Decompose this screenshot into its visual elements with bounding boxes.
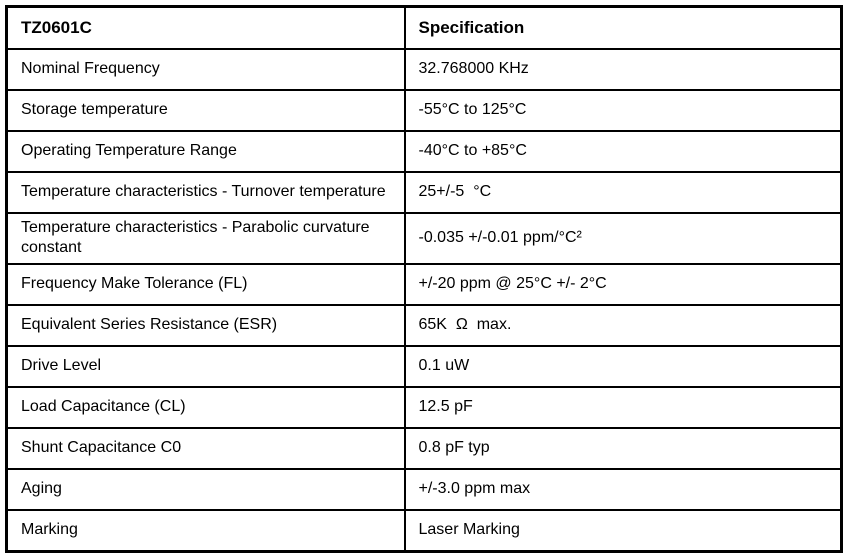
specification-cell: 65K Ω max. xyxy=(405,305,842,346)
table-row xyxy=(7,428,842,469)
parameter-cell: Equivalent Series Resistance (ESR) xyxy=(7,305,405,346)
parameter-cell: Frequency Make Tolerance (FL) xyxy=(7,264,405,305)
specification-cell: 25+/-5 °C xyxy=(405,172,842,213)
parameter-cell: Drive Level xyxy=(7,346,405,387)
table-body xyxy=(7,49,842,552)
specification-cell: 12.5 pF xyxy=(405,387,842,428)
table-row xyxy=(7,469,842,510)
specification-cell: -55°C to 125°C xyxy=(405,90,842,131)
parameter-cell: Operating Temperature Range xyxy=(7,131,405,172)
parameter-cell: Aging xyxy=(7,469,405,510)
parameter-cell: Load Capacitance (CL) xyxy=(7,387,405,428)
parameter-cell: Temperature characteristics - Turnover temperature xyxy=(7,172,405,213)
specification-cell: +/-20 ppm @ 25°C +/- 2°C xyxy=(405,264,842,305)
specification-cell: 32.768000 KHz xyxy=(405,49,842,90)
parameter-cell: Marking xyxy=(7,510,405,551)
parameter-cell: Nominal Frequency xyxy=(7,49,405,90)
table-row xyxy=(7,90,842,131)
specification-cell: -0.035 +/-0.01 ppm/°C² xyxy=(405,213,842,265)
specification-cell: -40°C to +85°C xyxy=(405,131,842,172)
parameter-cell: Temperature characteristics - Parabolic curvature constant xyxy=(7,213,405,265)
header-part-number: TZ0601C xyxy=(7,7,405,49)
table-row xyxy=(7,131,842,172)
table-row xyxy=(7,172,842,213)
table-row xyxy=(7,387,842,428)
table-row xyxy=(7,49,842,90)
table-header-row xyxy=(7,7,842,49)
table-row xyxy=(7,510,842,551)
table-row xyxy=(7,305,842,346)
specification-cell: +/-3.0 ppm max xyxy=(405,469,842,510)
table-row xyxy=(7,264,842,305)
specification-cell: 0.8 pF typ xyxy=(405,428,842,469)
table-row xyxy=(7,346,842,387)
specification-cell: 0.1 uW xyxy=(405,346,842,387)
parameter-cell: Shunt Capacitance C0 xyxy=(7,428,405,469)
header-specification: Specification xyxy=(405,7,842,49)
specification-table xyxy=(5,5,843,553)
parameter-cell: Storage temperature xyxy=(7,90,405,131)
table-row xyxy=(7,213,842,265)
specification-cell: Laser Marking xyxy=(405,510,842,551)
